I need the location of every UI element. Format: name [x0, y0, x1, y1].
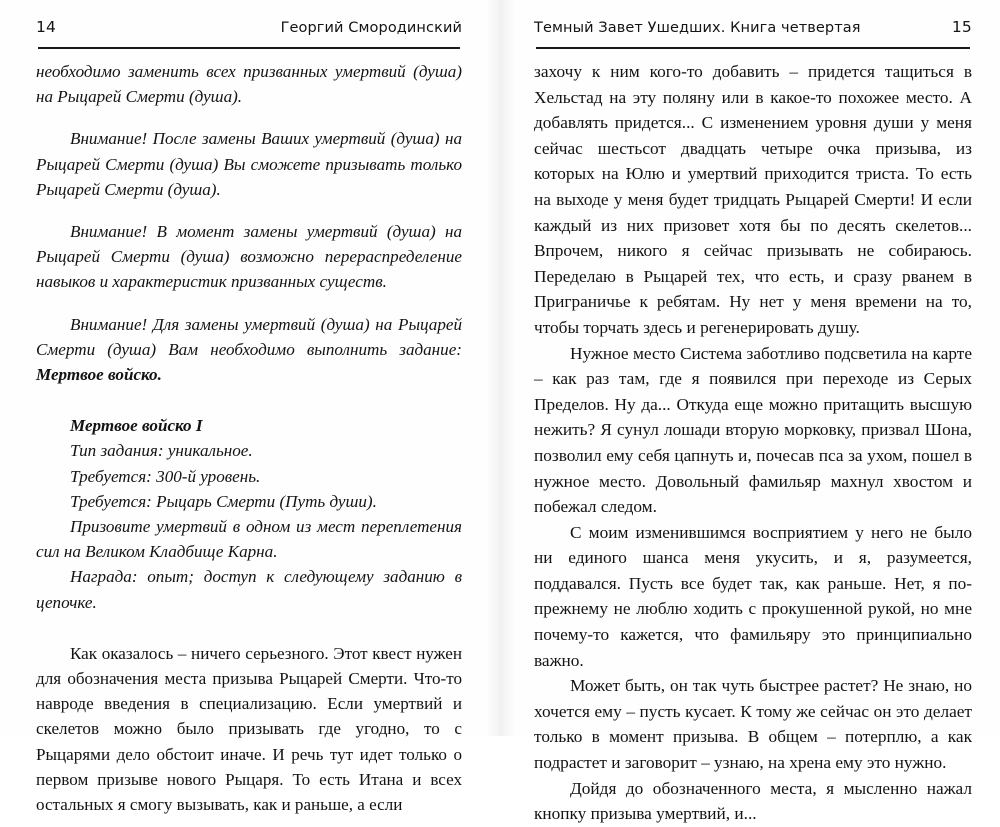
- spacer-after-quest-block: [36, 615, 462, 641]
- right-paragraph-4: Может быть, он так чуть быстрее растет? Не знаю, но хочется ему – пусть кусает. К тому же сейчас он это делает только в момент призыва. В общем – потерплю, а как подрастет и заговорит – узнаю, на хрена ему это нужно.: [534, 676, 972, 773]
- left-page-folio: 14: [36, 18, 57, 36]
- notice-paragraph-1: [36, 126, 462, 202]
- left-page-text-column: [36, 59, 462, 817]
- spacer-after-continued: [36, 109, 462, 126]
- spacer-before-quest-block: [36, 387, 462, 413]
- left-page-running-head: [36, 18, 462, 44]
- right-paragraph-3: С моим изменившимся восприятием у него не было ни единого шанса меня укусить, и я, разумеется, поддавался. Пусть все будет так, как раньше. Нет, я по-прежнему не люблю ходить с прокушенной рукой, но мне почему-то кажется, что фамильяру это принципиально важно.: [534, 522, 972, 670]
- left-page-header-rule: [38, 47, 460, 49]
- right-paragraph-2: Нужное место Система заботливо подсветила на карте – как раз там, где я появился при переходе из Серых Пределов. Ну да... Откуда еще можно притащить высшую нежить? Я сунул лошади вторую морковку, призвал Шона, позволил ему себя цапнуть и, почесав пса за ухом, пошел в нужное место. Довольный фамильяр махнул хвостом и побежал следом.: [534, 343, 972, 517]
- spacer-after-notice-1: [36, 202, 462, 219]
- quest-line-class-requirement: Требуется: Рыцарь Смерти (Путь души).: [70, 491, 377, 511]
- right-page-book-title: Темный Завет Ушедших. Книга четвертая: [534, 20, 861, 36]
- left-page: [0, 0, 500, 815]
- notice-3-text: Внимание! Для замены умертвий (душа) на Рыцарей Смерти (душа) Вам необходимо выполнить задание:: [36, 314, 462, 359]
- quest-reward: Награда: опыт; доступ к следующему заданию в цепочке.: [36, 567, 462, 612]
- right-page-header-rule: [536, 47, 970, 49]
- notice-1-text: Внимание! После замены Ваших умертвий (душа) на Рыцарей Смерти (душа) Вы сможете призывать только Рыцарей Смерти (душа).: [36, 129, 462, 199]
- quest-line-type: Тип задания: уникальное.: [70, 441, 253, 461]
- closing-paragraph: Как оказалось – ничего серьезного. Этот квест нужен для обозначения места призыва Рыцарей Смерти. Что-то навроде введения в специализацию. Если умертвий и скелетов можно было призывать где угодно, то с Рыцарями дело обстоит иначе. И речь тут идет только о первом призыве нового Рыцаря. То есть Итана и всех остальных я смогу вызывать, как и раньше, а если: [36, 643, 462, 815]
- right-page-folio: 15: [951, 18, 972, 36]
- notice-paragraph-3: [36, 312, 462, 388]
- right-paragraph-1: захочу к ним кого-то добавить – придется тащиться в Хельстад на эту поляну или в какое-то похожее место. А добавлять придется... С изменением уровня души у меня сейчас шестьсот двадцать четыре очка призыва, из которых на Юлю и умертвий приходится триста. То есть на выходе у меня будет тридцать Рыцарей Смерти! И если каждый из них призовет хотя бы по десять скелетов... Впрочем, никого я сейчас призывать не собираюсь. Переделаю в Рыцарей тех, что есть, и сразу рванем в Приграничье к ребятам. Ну нет у меня времени на то, чтобы торчать здесь и регенерировать душу.: [534, 62, 972, 337]
- continued-paragraph: [36, 59, 462, 109]
- left-page-author-name: Георгий Смородинский: [280, 20, 462, 36]
- task-name-inline: Мертвое войско.: [36, 365, 162, 385]
- right-page-text-column: [534, 59, 972, 827]
- quest-title: Мертвое войско I: [70, 416, 203, 436]
- notice-2-text: Внимание! В момент замены умертвий (душа) на Рыцарей Смерти (душа) возможно перераспределение навыков и характеристик призванных существ.: [36, 222, 462, 292]
- right-paragraph-5: Дойдя до обозначенного места, я мысленно нажал кнопку призыва умертвий, и...: [534, 778, 972, 824]
- quest-objective: Призовите умертвий в одном из мест переплетения сил на Великом Кладбище Карна.: [36, 517, 462, 562]
- spacer-after-notice-2: [36, 295, 462, 312]
- right-page: [500, 0, 1000, 824]
- quest-line-level-requirement: Требуется: 300-й уровень.: [70, 466, 261, 486]
- notice-paragraph-2: [36, 219, 462, 295]
- continued-paragraph-text: необходимо заменить всех призванных умертвий (душа) на Рыцарей Смерти (душа).: [36, 62, 462, 107]
- right-page-running-head: [534, 18, 972, 44]
